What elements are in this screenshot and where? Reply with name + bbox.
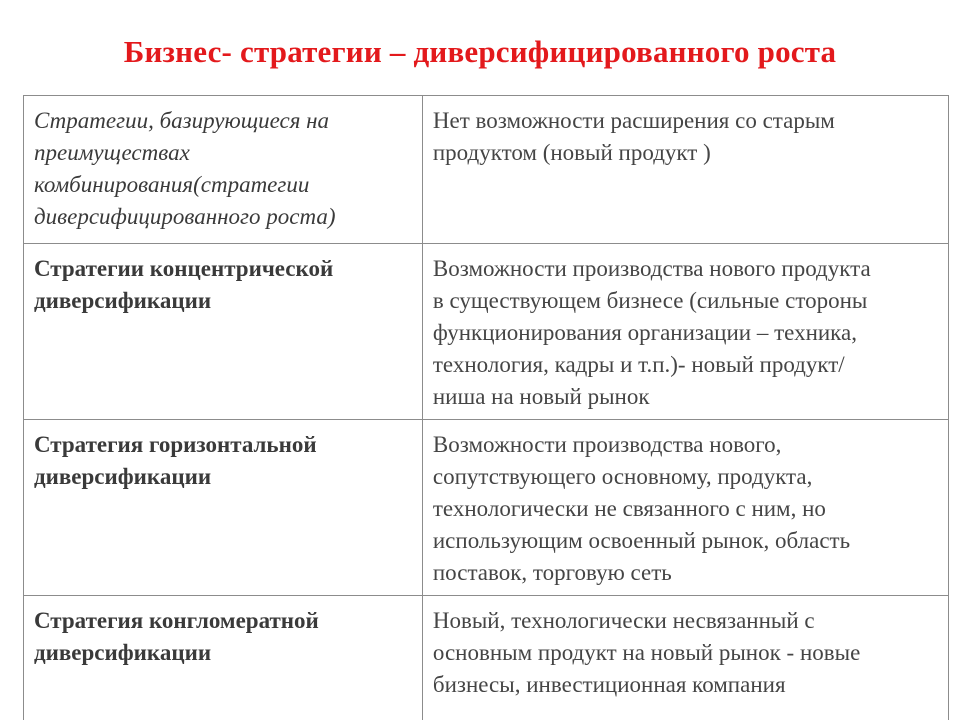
cell-line: бизнесы, инвестиционная компания bbox=[432, 672, 786, 697]
cell-line: поставок, торговую сеть bbox=[432, 560, 672, 585]
cell-line: в существующем бизнесе (сильные стороны bbox=[432, 288, 868, 313]
cell-line: Стратегии концентрической bbox=[34, 256, 334, 281]
cell-line: Нет возможности расширения со старым bbox=[432, 108, 835, 133]
cell-line: преимуществах bbox=[34, 140, 190, 165]
table-row bbox=[24, 244, 949, 420]
table-row bbox=[24, 96, 949, 244]
cell-line: ниша на новый рынок bbox=[432, 384, 650, 409]
strategy-name-cell bbox=[24, 244, 423, 420]
cell-line: Стратегия горизонтальной bbox=[34, 432, 317, 457]
cell-line: использующим освоенный рынок, область bbox=[432, 528, 851, 553]
cell-line: диверсификации bbox=[34, 288, 212, 313]
cell-line: технологически не связанного с ним, но bbox=[432, 496, 826, 521]
description-cell bbox=[422, 420, 948, 596]
cell-line: Стратегии, базирующиеся на bbox=[34, 108, 330, 133]
strategy-table bbox=[23, 95, 949, 720]
strategy-name-cell bbox=[24, 596, 423, 720]
cell-line: продуктом (новый продукт ) bbox=[432, 140, 711, 165]
description-cell bbox=[422, 596, 948, 720]
cell-line: диверсифицированного роста) bbox=[34, 204, 336, 229]
description-cell bbox=[422, 96, 948, 244]
table-row bbox=[24, 596, 949, 720]
cell-line: комбинирования(стратегии bbox=[34, 172, 310, 197]
cell-line: Возможности производства нового, bbox=[432, 432, 782, 457]
description-cell bbox=[422, 244, 948, 420]
cell-line: Стратегия конгломератной bbox=[34, 608, 319, 633]
cell-line: Новый, технологически несвязанный с bbox=[432, 608, 815, 633]
cell-line: Возможности производства нового продукта bbox=[432, 256, 871, 281]
strategy-group-cell bbox=[24, 96, 423, 244]
cell-line: диверсификации bbox=[34, 464, 212, 489]
strategy-name-cell bbox=[24, 420, 423, 596]
cell-line: сопутствующего основному, продукта, bbox=[432, 464, 813, 489]
cell-line: технология, кадры и т.п.)- новый продукт/ bbox=[432, 352, 845, 377]
cell-line: диверсификации bbox=[34, 640, 212, 665]
slide-title: Бизнес- стратегии – диверсифицированного роста bbox=[123, 34, 837, 69]
table-row bbox=[24, 420, 949, 596]
cell-line: основным продукт на новый рынок - новые bbox=[432, 640, 861, 665]
cell-line: функционирования организации – техника, bbox=[432, 320, 857, 345]
